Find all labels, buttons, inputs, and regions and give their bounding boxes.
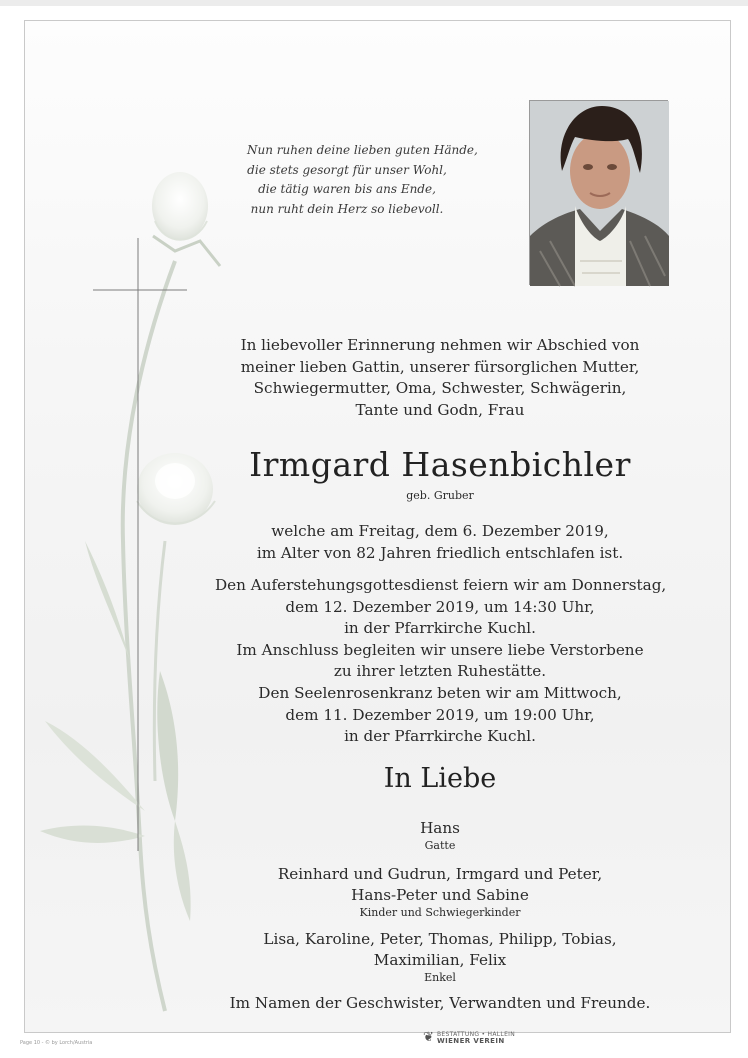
- deceased-name: Irmgard Hasenbichler: [249, 445, 631, 484]
- scan-edge: [0, 0, 748, 6]
- poem-line: nun ruht dein Herz so liebevoll.: [250, 201, 444, 216]
- family-group-children: [215, 864, 665, 920]
- poem-line: Nun ruhen deine lieben guten Hände,: [247, 143, 478, 157]
- logo-line-1: BESTATTUNG • HALLEIN: [437, 1031, 516, 1038]
- poem-line: die stets gesorgt für unser Wohl,: [247, 162, 447, 177]
- family-names: Hans-Peter und Sabine: [351, 886, 529, 904]
- funeral-info: [215, 575, 665, 683]
- funeral-home-logo: [423, 1031, 523, 1045]
- rosary-info: [215, 683, 665, 748]
- family-names: Lisa, Karoline, Peter, Thomas, Philipp, Tobias,: [263, 930, 617, 948]
- funeral-line: Den Auferstehungsgottesdienst feiern wir am Donnerstag,: [215, 576, 667, 594]
- memorial-poem: [247, 141, 478, 219]
- birth-name: geb. Gruber: [406, 489, 474, 502]
- portrait-image: [530, 101, 669, 286]
- family-relation: Gatte: [424, 839, 456, 852]
- death-line: welche am Freitag, dem 6. Dezember 2019,: [271, 522, 609, 540]
- funeral-line: Im Anschluss begleiten wir unsere liebe Verstorbene: [236, 640, 644, 659]
- intro-text: [235, 335, 645, 421]
- family-names: Hans: [420, 819, 460, 837]
- intro-line: meiner lieben Gattin, unserer fürsorglichen Mutter,: [240, 357, 640, 376]
- rosary-line: Den Seelenrosenkranz beten wir am Mittwoch,: [258, 684, 622, 702]
- final-line: Im Namen der Geschwister, Verwandten und Freunde.: [229, 994, 651, 1012]
- family-names: Reinhard und Gudrun, Irmgard und Peter,: [277, 865, 603, 883]
- funeral-line: dem 12. Dezember 2019, um 14:30 Uhr,: [285, 597, 595, 616]
- rosary-line: dem 11. Dezember 2019, um 19:00 Uhr,: [285, 705, 595, 724]
- family-names: Maximilian, Felix: [373, 951, 507, 969]
- death-notice: [215, 521, 665, 564]
- logo-line-2: WIENER VEREIN: [437, 1037, 505, 1045]
- family-relation: Enkel: [424, 971, 456, 984]
- page-footer: Page 10 - © by Lorch/Austria: [20, 1040, 93, 1046]
- logo-mark-icon: ❦: [423, 1030, 434, 1045]
- family-group-spouse: [215, 818, 665, 853]
- intro-line: Tante und Godn, Frau: [355, 400, 525, 419]
- funeral-line: zu ihrer letzten Ruhestätte.: [333, 662, 547, 681]
- family-group-grandchildren: [215, 929, 665, 985]
- family-relation: Kinder und Schwiegerkinder: [359, 906, 521, 919]
- portrait-photo: [529, 100, 668, 285]
- funeral-line: in der Pfarrkirche Kuchl.: [344, 619, 536, 638]
- intro-line: Schwiegermutter, Oma, Schwester, Schwägerin,: [253, 379, 627, 398]
- death-line: im Alter von 82 Jahren friedlich entschlafen ist.: [256, 543, 624, 562]
- poem-line: die tätig waren bis ans Ende,: [258, 182, 436, 196]
- closing-heading: In Liebe: [383, 763, 497, 794]
- rosary-line: in der Pfarrkirche Kuchl.: [344, 727, 536, 746]
- intro-line: In liebevoller Erinnerung nehmen wir Abschied von: [240, 336, 640, 354]
